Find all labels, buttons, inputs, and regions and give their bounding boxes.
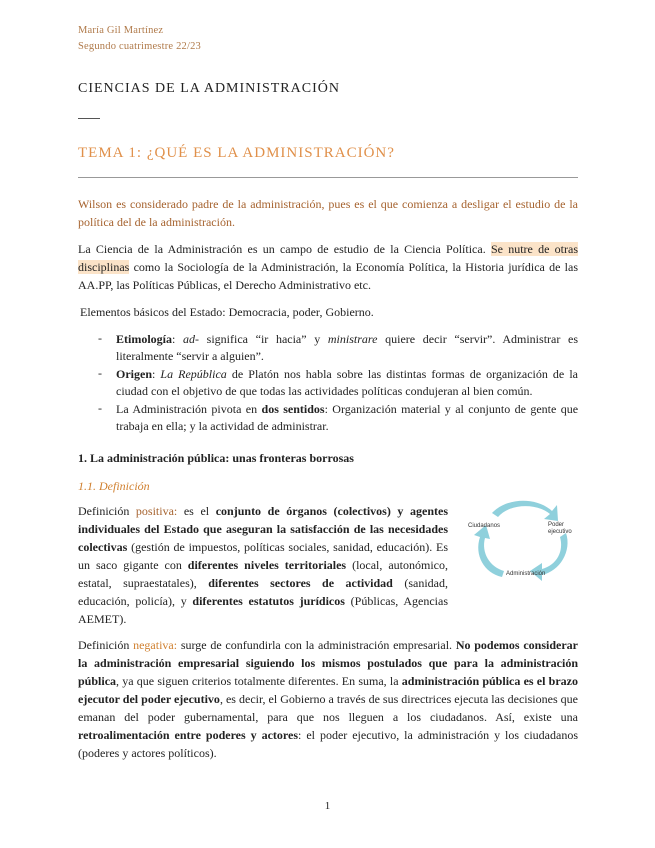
text-run: (Públicas, Agencias AEMET). [78, 594, 448, 626]
bullet-etimologia [116, 331, 578, 365]
highlighted-phrase: Se nutre de otras disciplinas [78, 242, 579, 274]
header-semester: Segundo cuatrimestre 22/23 [78, 41, 202, 52]
section-heading: 1. La administración pública: unas fronteras borrosas [78, 451, 354, 465]
bullet-term: Origen [116, 367, 152, 381]
tema-title: TEMA 1: ¿QUÉ ES LA ADMINISTRACIÓN? [78, 145, 395, 161]
positiva-label: positiva: [135, 504, 178, 518]
text-run: Definición [78, 504, 136, 518]
bold-run: conjunto de órganos (colectivos) y agentes individuales del Estado que aseguran la satisfacción de las necesidades colectivas [78, 504, 449, 554]
cycle-diagram [462, 493, 582, 585]
ciencia-text-2: como la Sociología de la Administración, la Economía Política, la Historia jurídica de las AA.PP, las Políticas Públicas, el Derecho Administrativo etc. [78, 260, 578, 292]
intro-paragraph: Wilson es considerado padre de la administración, pues es el que comienza a desligar el estudio de la política del de la administración. [78, 197, 578, 229]
short-divider [78, 118, 100, 119]
bullet-text: La Administración pivota en [116, 402, 262, 416]
negativa-label: negativa: [133, 638, 178, 652]
bullet-text: : Organización material y al conjunto de gente que trabaja en ella; y la actividad de administrar. [116, 402, 579, 433]
bold-run: diferentes sectores de actividad [208, 576, 393, 590]
bold-run: diferentes estatutos jurídicos [192, 594, 345, 608]
ciencia-paragraph [78, 240, 578, 294]
subsection-heading: 1.1. Definición [78, 479, 150, 493]
bullet-italic: ministrare [327, 332, 378, 346]
label-ciudadanos: Ciudadanos [468, 523, 501, 529]
text-run: (local, autonómico, estatal, supraestatales), [78, 558, 448, 590]
text-run: Definición [78, 638, 134, 652]
bullet-italic: La República [160, 367, 227, 381]
bullet-text: : [152, 367, 161, 381]
header-author: María Gil Martínez [78, 25, 164, 36]
text-run: : el poder ejecutivo, la administración y los ciudadanos (poderes y actores políticos). [78, 728, 578, 760]
definicion-negativa [78, 636, 578, 762]
text-run: , ya que siguen criterios totalmente diferentes. En suma, la [116, 674, 402, 688]
label-ejecutivo: ejecutivo [548, 529, 572, 535]
text-run: surge de confundirla con la administración empresarial. [177, 638, 456, 652]
title-underline [78, 177, 578, 178]
document-title: CIENCIAS DE LA ADMINISTRACIÓN [78, 81, 340, 96]
elementos-line: Elementos básicos del Estado: Democracia, poder, Gobierno. [80, 305, 374, 319]
bullet-marker: - [98, 366, 102, 380]
bullet-origen [116, 366, 578, 400]
bullet-marker: - [98, 401, 102, 415]
bold-run: retroalimentación entre poderes y actores [78, 728, 299, 742]
bold-run: No podemos considerar la administración empresarial siguiendo los mismos postulados que para la administración pública [78, 638, 578, 688]
label-administracion: Administración [506, 571, 546, 577]
text-run: (gestión de impuestos, políticas sociales, sanidad, educación). Es un saco gigante con [78, 540, 448, 572]
bold-run: administración pública es el brazo ejecutor del poder ejecutivo [78, 674, 578, 706]
bullet-text: : [172, 332, 183, 346]
bullet-text: significa “ir hacia” y [199, 332, 328, 346]
page-number: 1 [324, 800, 331, 812]
bullet-marker: - [98, 331, 102, 345]
text-run: (sanidad, educación, policía), y [78, 576, 448, 608]
bullet-term: Etimología [116, 332, 172, 346]
bullet-text: de Platón nos habla sobre las distintas formas de organización de la ciudad con el objetivo de que todas las actividades políticas condujeran al bien común. [116, 367, 578, 398]
text-run: , es decir, el Gobierno a través de sus directrices ejecuta las decisiones que emanan del poder gubernamental, para que nos lleguen a los ciudadanos. Así, existe una [78, 692, 578, 724]
text-run: es el [177, 504, 216, 518]
bullet-sentidos [116, 401, 578, 435]
bold-run: diferentes niveles territoriales [187, 558, 347, 572]
bullet-text: quiere decir “servir”. Administrar es literalmente “servir a alguien”. [116, 332, 578, 363]
ciencia-text-1: La Ciencia de la Administración es un campo de estudio de la Ciencia Política. [78, 242, 491, 256]
bullet-term: dos sentidos [261, 402, 325, 416]
bullet-italic: ad- [183, 332, 199, 346]
arrow-left [474, 525, 504, 577]
arrow-top [492, 501, 558, 521]
label-poder: Poder [548, 522, 565, 528]
